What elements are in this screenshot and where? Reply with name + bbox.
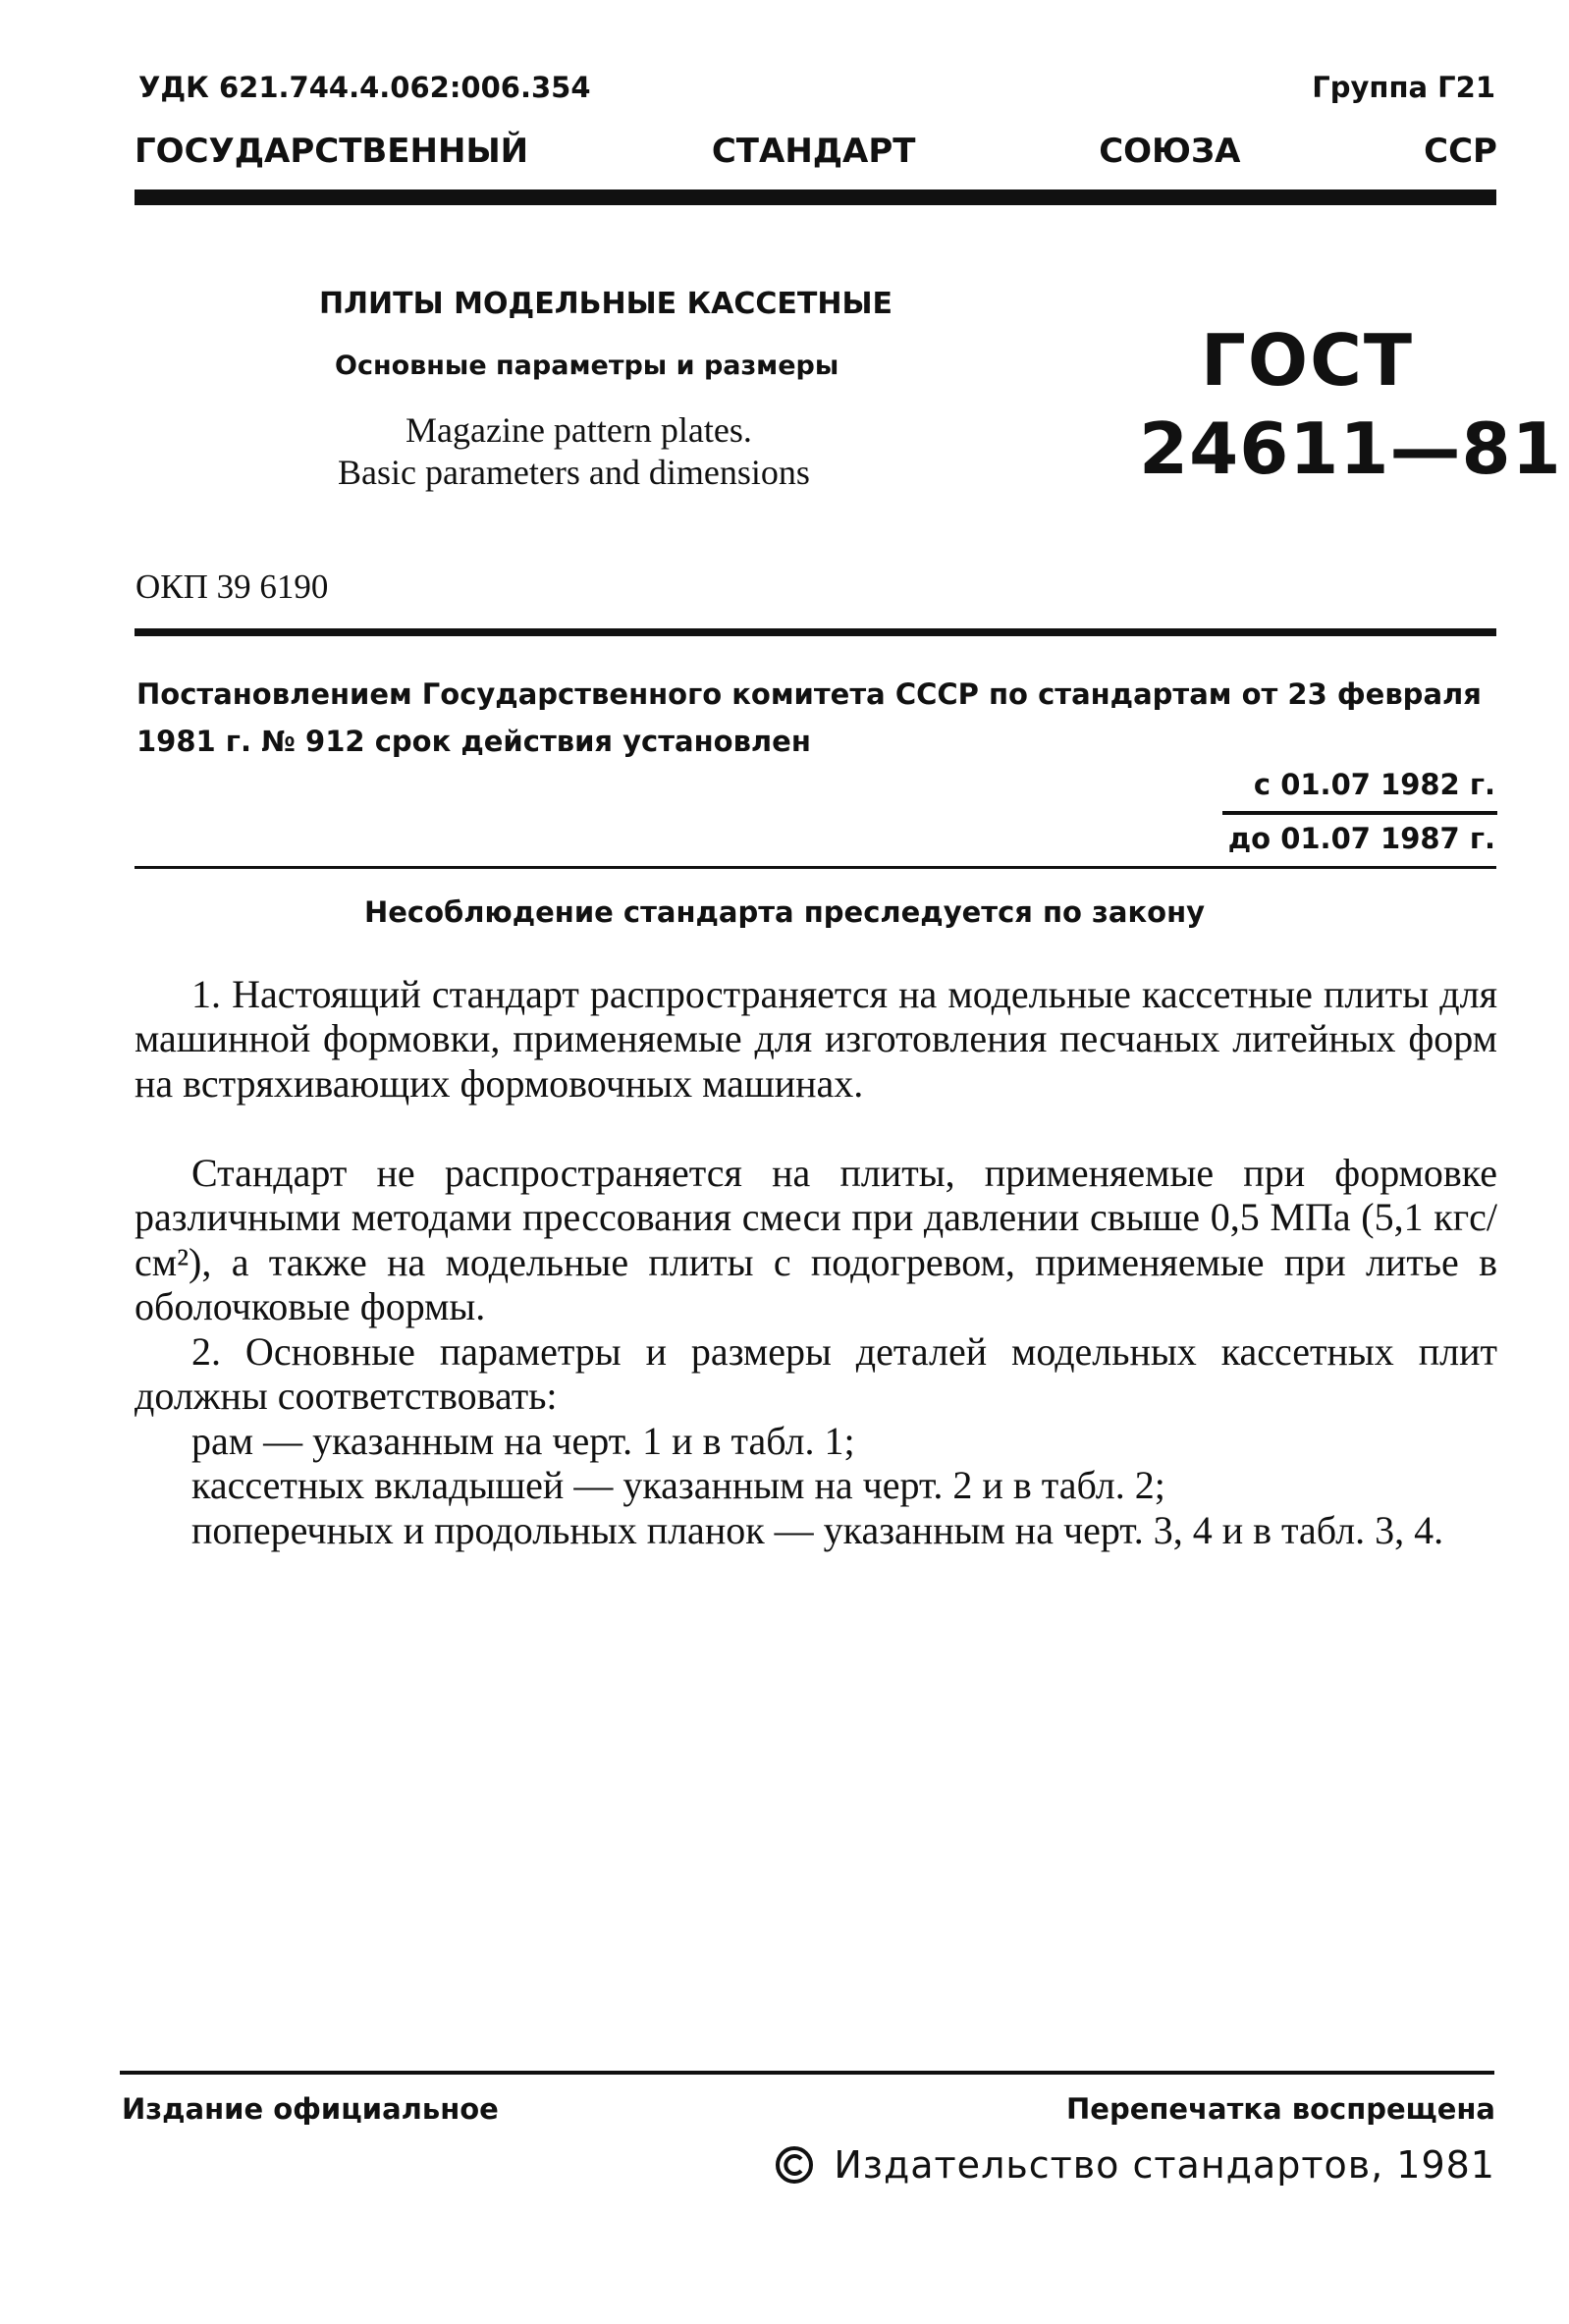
list-item-strips-text: поперечных и продольных планок — указанным на черт. 3, 4 и в табл. 3, 4.: [191, 1508, 1444, 1552]
validity-from-date: с 01.07 1982 г.: [1253, 768, 1495, 801]
group-code: Группа Г21: [1312, 71, 1495, 104]
heading-word-4: ССР: [1424, 132, 1497, 171]
heading-word-1: ГОСУДАРСТВЕННЫЙ: [135, 132, 529, 171]
copyright-icon: [775, 2145, 814, 2185]
decree-line-2: 1981 г. № 912 срок действия установлен: [136, 725, 811, 758]
list-item-inserts: кассетных вкладышей — указанным на черт. 2 и в табл. 2;: [191, 1463, 1165, 1507]
footer-rule: [120, 2071, 1494, 2075]
okp-code: ОКП 39 6190: [135, 567, 329, 606]
paragraph-2-text: Стандарт не распространяется на плиты, применяемые при формовке различными методами прессования смеси при давлении свыше 0,5 МПа (5,1 кгс/см²), а также на модельные плиты с подогревом, применяемые при литье в оболочковые формы.: [135, 1151, 1497, 1329]
heading-word-2: СТАНДАРТ: [711, 132, 916, 171]
paragraph-1-text: 1. Настоящий стандарт распространяется на модельные кассетные плиты для машинной формовки, применяемые для изготовления песчаных литейных форм на встряхивающих формовочных машинах.: [135, 972, 1497, 1106]
decree-rule: [135, 866, 1496, 869]
english-title-line-1: Magazine pattern plates.: [406, 410, 752, 450]
date-rule: [1222, 811, 1497, 815]
legal-warning: Несоблюдение стандарта преследуется по закону: [363, 895, 1206, 929]
heading-word-3: СОЮЗА: [1099, 132, 1241, 171]
list-item-frames: рам — указанным на черт. 1 и в табл. 1;: [191, 1419, 855, 1463]
section-rule: [135, 628, 1496, 636]
paragraph-3: [135, 1329, 1497, 1419]
paragraph-1: [135, 972, 1497, 1151]
header-rule: [135, 189, 1496, 205]
decree-line-1: Постановлением Государственного комитета СССР по стандартам от 23 февраля: [136, 677, 1482, 711]
document-subtitle: Основные параметры и размеры: [335, 351, 839, 381]
paragraph-3-text: 2. Основные параметры и размеры деталей модельных кассетных плит должны соответствовать:: [135, 1329, 1497, 1419]
validity-to-date: до 01.07 1987 г.: [1227, 822, 1495, 855]
official-edition-note: Издание официальное: [122, 2092, 499, 2126]
udk-code: УДК 621.744.4.062:006.354: [138, 71, 591, 104]
document-title: ПЛИТЫ МОДЕЛЬНЫЕ КАССЕТНЫЕ: [319, 287, 893, 321]
gost-label: ГОСТ: [1201, 319, 1415, 402]
publisher-text: Издательство стандартов, 1981: [834, 2143, 1495, 2187]
english-title-line-2: Basic parameters and dimensions: [338, 453, 810, 492]
state-standard-heading: [135, 132, 1497, 171]
list-item-strips: [135, 1508, 1497, 1597]
publisher-line: [775, 2143, 1495, 2187]
paragraph-2: [135, 1151, 1497, 1329]
reprint-prohibited-note: Перепечатка воспрещена: [1066, 2092, 1495, 2126]
gost-number: 24611—81: [1139, 407, 1562, 490]
